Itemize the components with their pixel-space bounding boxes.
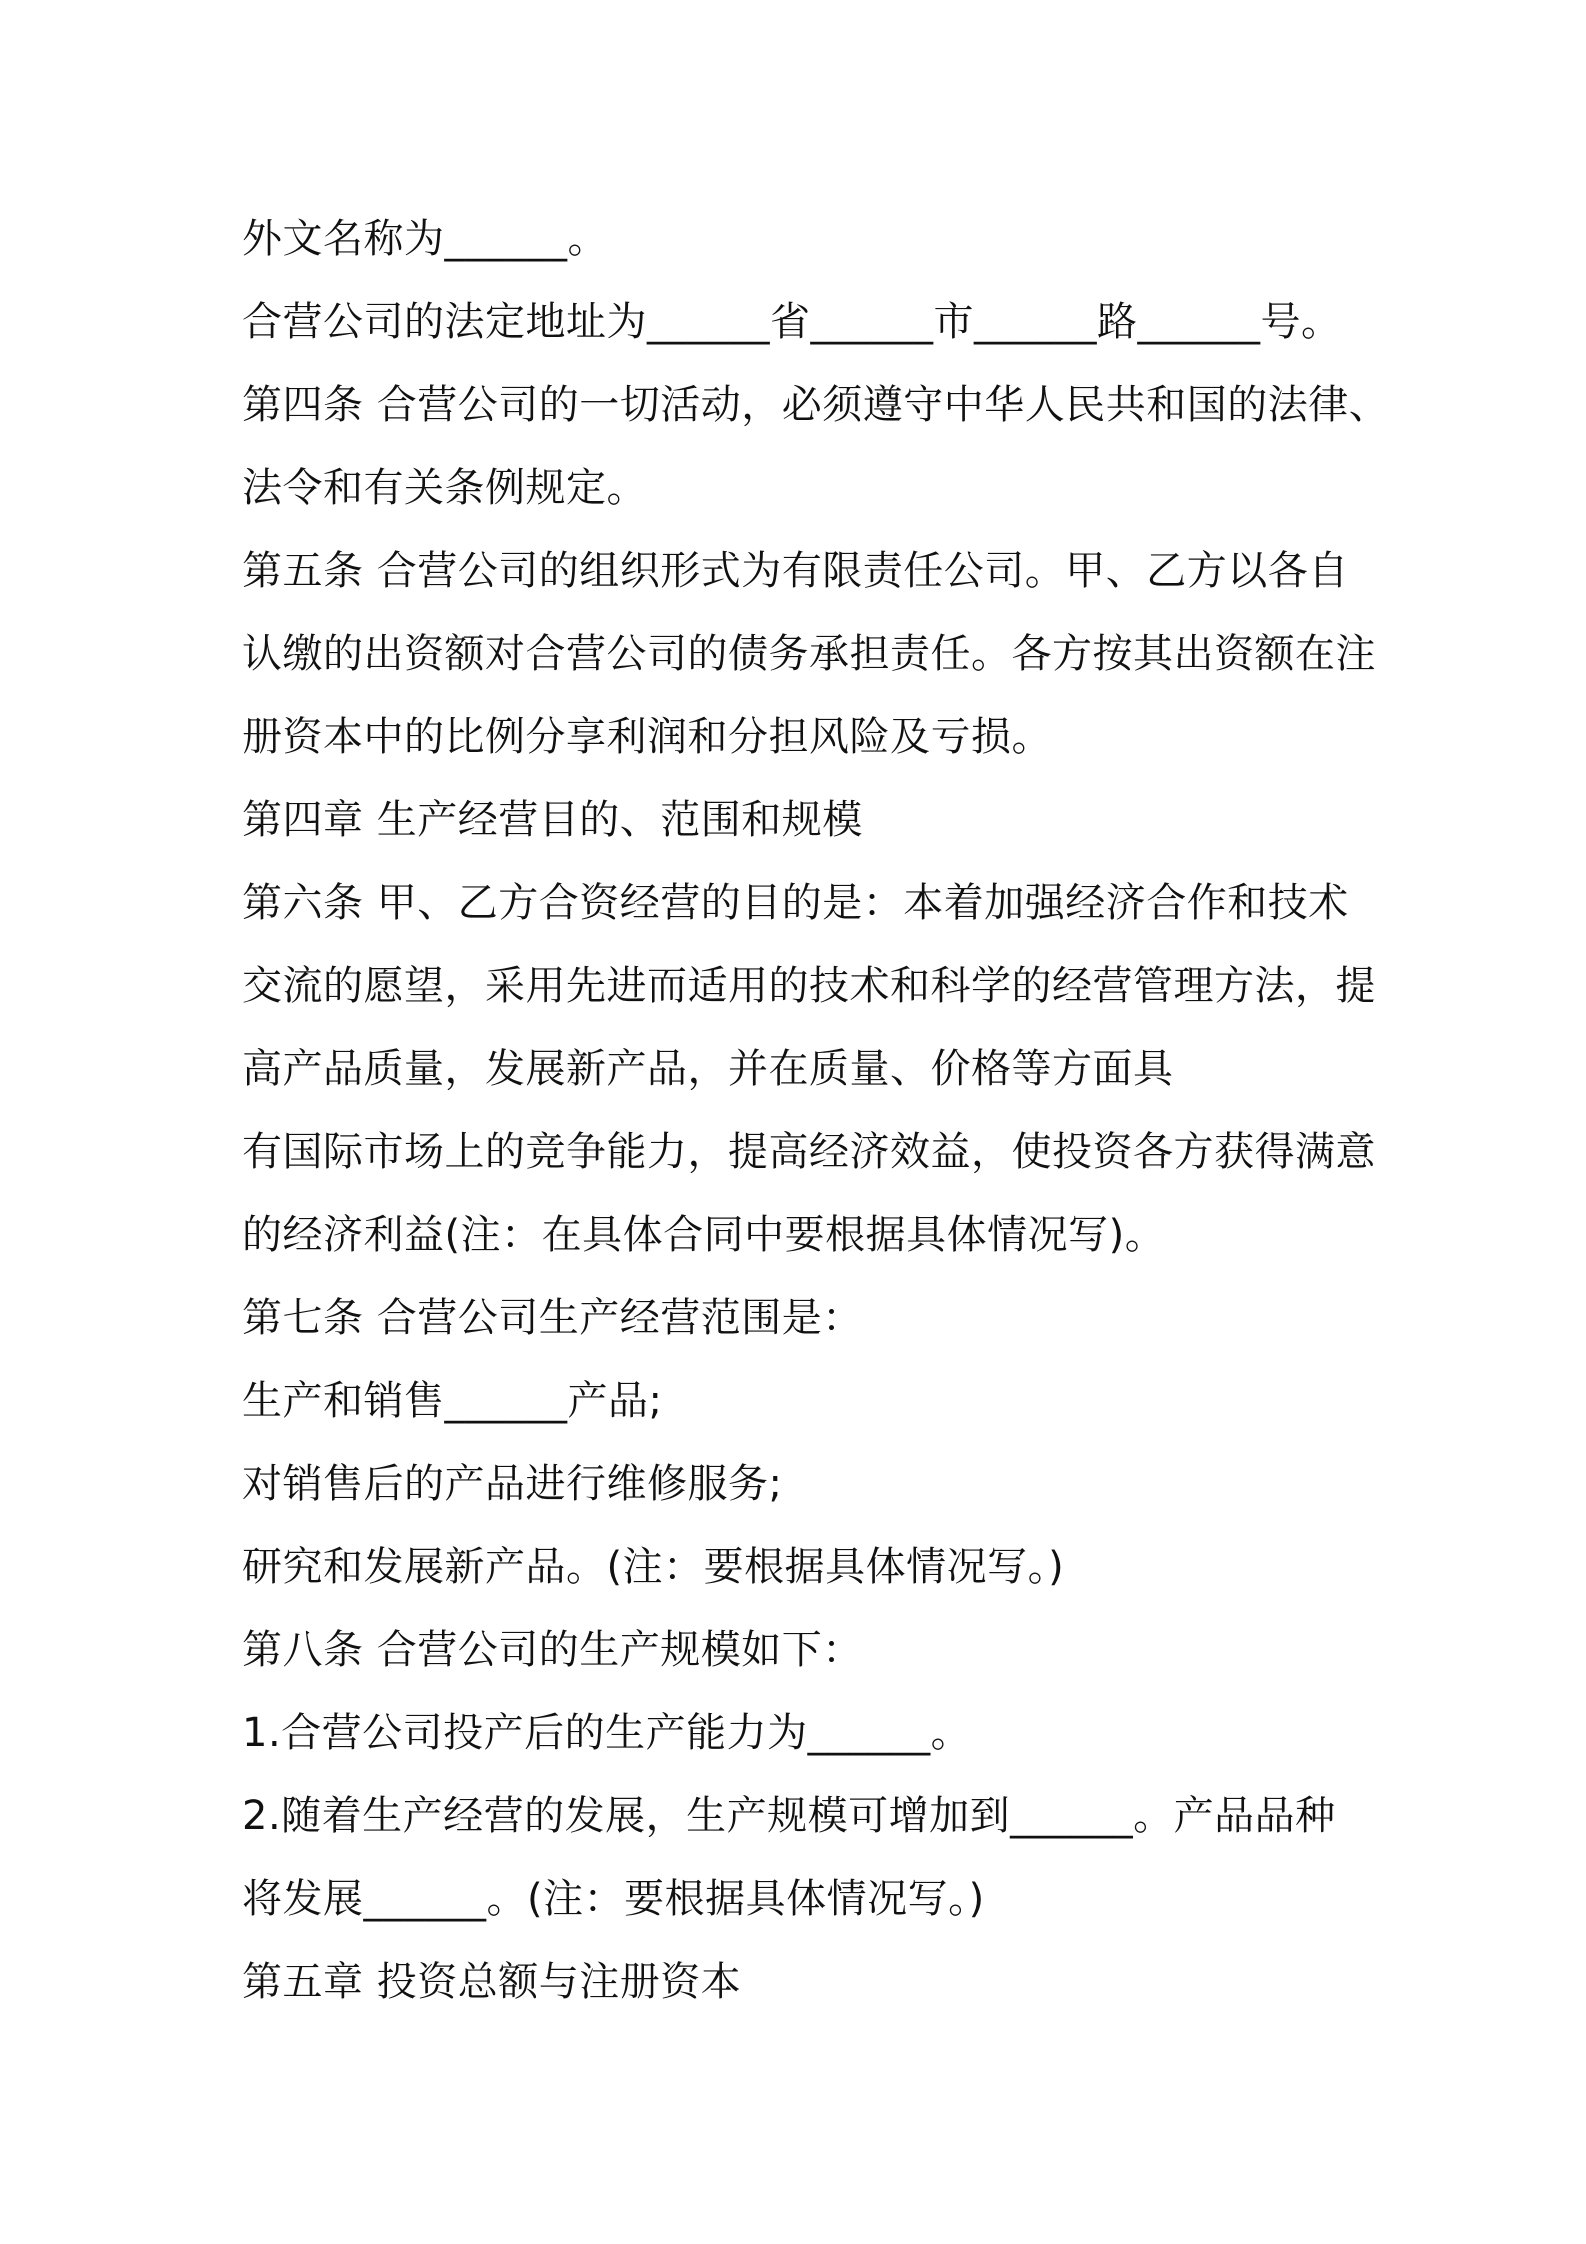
chapter-heading-5: 第五章 投资总额与注册资本 [242, 1959, 742, 2005]
text-line-article-8-item-1: 1.合营公司投产后的生产能力为______。 [242, 1710, 972, 1756]
text-line-article-5-cont-2: 册资本中的比例分享利润和分担风险及亏损。 [242, 714, 1052, 760]
document-body [242, 198, 1390, 2024]
text-line-article-7: 第七条 合营公司生产经营范围是： [242, 1295, 863, 1341]
text-line-article-6-cont-1: 交流的愿望，采用先进而适用的技术和科学的经营管理方法，提 [242, 963, 1376, 1009]
text-line-article-8-item-2: 2.随着生产经营的发展，生产规模可增加到______。产品品种 [242, 1793, 1336, 1839]
text-line-article-6-cont-2: 高产品质量，发展新产品，并在质量、价格等方面具 [242, 1046, 1174, 1092]
text-line-article-8: 第八条 合营公司的生产规模如下： [242, 1627, 863, 1673]
text-line-article-6-cont-4: 的经济利益(注：在具体合同中要根据具体情况写)。 [242, 1212, 1166, 1258]
text-line-article-6: 第六条 甲、乙方合资经营的目的是：本着加强经济合作和技术 [242, 880, 1349, 926]
text-line-article-6-cont-3: 有国际市场上的竞争能力，提高经济效益，使投资各方获得满意 [242, 1129, 1376, 1175]
text-line-article-5-cont-1: 认缴的出资额对合营公司的债务承担责任。各方按其出资额在注 [242, 631, 1376, 677]
text-line-article-5: 第五条 合营公司的组织形式为有限责任公司。甲、乙方以各自 [242, 548, 1349, 594]
text-line-article-7-item-1: 生产和销售______产品; [242, 1378, 663, 1424]
text-line-legal-address: 合营公司的法定地址为______省______市______路______号。 [242, 299, 1342, 345]
text-line-article-8-item-2-cont: 将发展______。(注：要根据具体情况写。) [242, 1876, 985, 1922]
text-line-article-7-item-3: 研究和发展新产品。(注：要根据具体情况写。) [242, 1544, 1065, 1590]
text-line-article-4-cont: 法令和有关条例规定。 [242, 465, 647, 511]
text-line-article-7-item-2: 对销售后的产品进行维修服务; [242, 1461, 783, 1507]
chapter-heading-4: 第四章 生产经营目的、范围和规模 [242, 797, 863, 843]
text-line-foreign-name: 外文名称为______。 [242, 216, 608, 262]
text-line-article-4: 第四条 合营公司的一切活动，必须遵守中华人民共和国的法律、 [242, 382, 1390, 428]
